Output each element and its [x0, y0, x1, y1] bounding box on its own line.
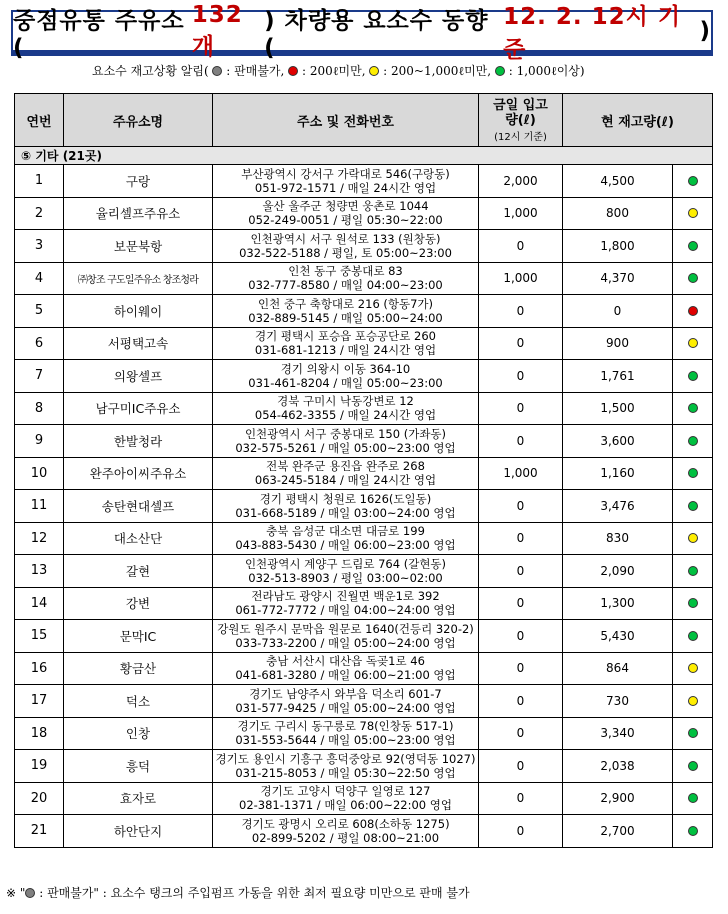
station-name: 율리셀프주유소 [64, 197, 213, 230]
table-row [15, 295, 713, 328]
row-number: 17 [15, 685, 64, 718]
legend-green-label: : 1,000ℓ이상) [508, 64, 585, 78]
address-line: 인천광역시 서구 원석로 133 (원창동) [250, 231, 441, 246]
status-cell [673, 685, 713, 718]
stock-amount: 1,300 [563, 587, 673, 620]
status-yellow-dot-icon [688, 533, 698, 543]
incoming-amount: 1,000 [479, 262, 563, 295]
station-name: 송탄현대셀프 [64, 490, 213, 523]
phone-hours-line: 054-462-3355 / 매일 24시간 영업 [254, 408, 437, 423]
table-row [15, 197, 713, 230]
station-name: 대소산단 [64, 522, 213, 555]
row-number: 3 [15, 230, 64, 263]
header-no: 연번 [15, 94, 64, 147]
station-name: 강변 [64, 587, 213, 620]
table-row [15, 360, 713, 393]
status-green-dot-icon [688, 598, 698, 608]
station-name: 갈현 [64, 555, 213, 588]
status-cell [673, 457, 713, 490]
stock-amount: 2,090 [563, 555, 673, 588]
table-row [15, 782, 713, 815]
row-number: 7 [15, 360, 64, 393]
title-close: ) [699, 18, 711, 44]
status-green-dot-icon [688, 371, 698, 381]
station-name: 문막IC [64, 620, 213, 653]
row-number: 9 [15, 425, 64, 458]
station-name: ㈜창조 구도일주유소 창조청라 [64, 262, 213, 295]
table-row [15, 750, 713, 783]
gray-dot-icon [212, 66, 222, 76]
phone-hours-line: 032-513-8903 / 평일 03:00~02:00 [248, 570, 443, 585]
phone-hours-line: 02-899-5202 / 평일 08:00~21:00 [251, 830, 440, 845]
address-line: 경기도 남양주시 와부읍 덕소리 601-7 [249, 686, 442, 701]
status-green-dot-icon [688, 566, 698, 576]
station-address [213, 815, 479, 848]
station-name: 덕소 [64, 685, 213, 718]
stock-amount: 4,370 [563, 262, 673, 295]
incoming-amount: 0 [479, 522, 563, 555]
status-cell [673, 165, 713, 198]
address-line: 강원도 원주시 문막읍 원문로 1640(건등리 320-2) [217, 621, 474, 636]
status-cell [673, 425, 713, 458]
station-address [213, 165, 479, 198]
station-address [213, 555, 479, 588]
stock-amount: 864 [563, 652, 673, 685]
status-red-dot-icon [688, 306, 698, 316]
station-name: 한발청라 [64, 425, 213, 458]
table-row [15, 652, 713, 685]
stock-amount: 2,038 [563, 750, 673, 783]
stock-amount: 1,800 [563, 230, 673, 263]
station-address [213, 425, 479, 458]
row-number: 11 [15, 490, 64, 523]
section-label: ⑤ 기타 (21곳) [15, 147, 713, 165]
incoming-amount: 0 [479, 782, 563, 815]
incoming-amount: 0 [479, 392, 563, 425]
table-row [15, 327, 713, 360]
table-row [15, 490, 713, 523]
station-address [213, 522, 479, 555]
phone-hours-line: 032-575-5261 / 매일 05:00~23:00 영업 [235, 440, 456, 455]
incoming-amount: 0 [479, 587, 563, 620]
stock-legend [92, 62, 720, 80]
status-green-dot-icon [688, 793, 698, 803]
incoming-amount: 0 [479, 652, 563, 685]
footnote-text: : 판매불가" : 요소수 탱크의 주입펌프 가동을 위한 최저 필요량 미만으로 판매 불가 [35, 886, 470, 900]
address-line: 충남 서산시 대산읍 독곶1로 46 [266, 654, 425, 669]
red-dot-icon [288, 66, 298, 76]
incoming-amount: 0 [479, 490, 563, 523]
table-row [15, 522, 713, 555]
address-line: 경기도 구리시 동구릉로 78(인창동 517-1) [237, 719, 454, 734]
phone-hours-line: 031-553-5644 / 매일 05:00~23:00 영업 [235, 733, 456, 748]
stock-amount: 1,761 [563, 360, 673, 393]
stock-amount: 2,900 [563, 782, 673, 815]
status-cell [673, 197, 713, 230]
row-number: 15 [15, 620, 64, 653]
legend-prefix: 요소수 재고상황 알림( [92, 64, 209, 78]
station-address [213, 620, 479, 653]
stock-amount: 3,476 [563, 490, 673, 523]
address-line: 경기 평택시 포승읍 포승공단로 260 [255, 329, 436, 344]
legend-gray-label: : 판매불가, [226, 64, 285, 78]
incoming-amount: 0 [479, 685, 563, 718]
status-cell [673, 262, 713, 295]
incoming-amount: 0 [479, 327, 563, 360]
title-date: 12. 2. 12시 기준 [503, 4, 682, 63]
phone-hours-line: 033-733-2200 / 매일 05:00~24:00 영업 [235, 635, 456, 650]
stock-amount: 0 [563, 295, 673, 328]
row-number: 10 [15, 457, 64, 490]
status-cell [673, 522, 713, 555]
incoming-amount: 0 [479, 360, 563, 393]
header-incoming-sub: (12시 기준) [494, 131, 547, 143]
incoming-amount: 0 [479, 425, 563, 458]
status-green-dot-icon [688, 468, 698, 478]
phone-hours-line: 043-883-5430 / 매일 06:00~23:00 영업 [235, 538, 456, 553]
status-cell [673, 717, 713, 750]
phone-hours-line: 031-461-8204 / 매일 05:00~23:00 [248, 375, 443, 390]
title-station-count: 132개 [191, 1, 243, 60]
status-cell [673, 555, 713, 588]
station-address [213, 327, 479, 360]
address-line: 인천 동구 중봉대로 83 [288, 264, 403, 279]
row-number: 8 [15, 392, 64, 425]
status-cell [673, 782, 713, 815]
status-cell [673, 327, 713, 360]
station-address [213, 197, 479, 230]
phone-hours-line: 032-522-5188 / 평일, 토 05:00~23:00 [239, 245, 452, 260]
status-green-dot-icon [688, 826, 698, 836]
phone-hours-line: 02-381-1371 / 매일 06:00~22:00 영업 [239, 798, 452, 813]
status-cell [673, 750, 713, 783]
row-number: 6 [15, 327, 64, 360]
status-green-dot-icon [688, 241, 698, 251]
stock-amount: 3,600 [563, 425, 673, 458]
row-number: 5 [15, 295, 64, 328]
incoming-amount: 0 [479, 295, 563, 328]
status-green-dot-icon [688, 631, 698, 641]
page-title [11, 1, 713, 63]
station-name: 보문북항 [64, 230, 213, 263]
address-line: 경기 의왕시 이동 364-10 [280, 361, 411, 376]
station-name: 서평택고속 [64, 327, 213, 360]
footnote-prefix: ※ " [6, 886, 26, 900]
station-address [213, 360, 479, 393]
incoming-amount: 0 [479, 555, 563, 588]
status-cell [673, 652, 713, 685]
table-row [15, 815, 713, 848]
status-cell [673, 620, 713, 653]
station-address [213, 490, 479, 523]
table-row [15, 230, 713, 263]
phone-hours-line: 052-249-0051 / 평일 05:30~22:00 [248, 213, 443, 228]
status-cell [673, 230, 713, 263]
stock-amount: 830 [563, 522, 673, 555]
table-header-row [15, 94, 713, 147]
station-address [213, 717, 479, 750]
status-cell [673, 392, 713, 425]
status-green-dot-icon [688, 273, 698, 283]
header-address: 주소 및 전화번호 [213, 94, 479, 147]
status-yellow-dot-icon [688, 208, 698, 218]
legend-yellow-label: : 200~1,000ℓ미만, [383, 64, 492, 78]
station-name: 인창 [64, 717, 213, 750]
address-line: 인천 중구 축항대로 216 (항동7가) [257, 296, 434, 311]
table-row [15, 262, 713, 295]
station-name: 효자로 [64, 782, 213, 815]
table-row [15, 165, 713, 198]
stock-amount: 2,700 [563, 815, 673, 848]
stock-amount: 900 [563, 327, 673, 360]
incoming-amount: 0 [479, 230, 563, 263]
address-line: 경기 평택시 청원로 1626(도일동) [259, 491, 432, 506]
table-row [15, 620, 713, 653]
row-number: 1 [15, 165, 64, 198]
header-stock: 현 재고량(ℓ) [563, 94, 713, 147]
station-name: 하이웨이 [64, 295, 213, 328]
table-row [15, 717, 713, 750]
row-number: 12 [15, 522, 64, 555]
station-table [14, 93, 713, 848]
station-address [213, 262, 479, 295]
stock-amount: 3,340 [563, 717, 673, 750]
station-name: 완주아이씨주유소 [64, 457, 213, 490]
green-dot-icon [495, 66, 505, 76]
row-number: 2 [15, 197, 64, 230]
station-address [213, 782, 479, 815]
title-text: 중점유통 주유소( [13, 7, 185, 61]
station-address [213, 685, 479, 718]
status-green-dot-icon [688, 176, 698, 186]
status-cell [673, 587, 713, 620]
row-number: 14 [15, 587, 64, 620]
status-cell [673, 815, 713, 848]
station-name: 황금산 [64, 652, 213, 685]
status-yellow-dot-icon [688, 338, 698, 348]
incoming-amount: 1,000 [479, 457, 563, 490]
table-row [15, 685, 713, 718]
station-address [213, 295, 479, 328]
table-row [15, 587, 713, 620]
address-line: 인천광역시 계양구 드림로 764 (갈현동) [244, 556, 447, 571]
address-line: 인천광역시 서구 중봉대로 150 (가좌동) [244, 426, 447, 441]
station-name: 하안단지 [64, 815, 213, 848]
phone-hours-line: 032-777-8580 / 매일 04:00~23:00 [248, 278, 443, 293]
status-yellow-dot-icon [688, 696, 698, 706]
station-address [213, 587, 479, 620]
incoming-amount: 0 [479, 620, 563, 653]
table-row [15, 555, 713, 588]
header-incoming-label: 금일 입고량(ℓ) [493, 97, 548, 128]
station-name: 남구미IC주유소 [64, 392, 213, 425]
phone-hours-line: 061-772-7772 / 매일 04:00~24:00 영업 [235, 603, 456, 618]
address-line: 부산광역시 강서구 가락대로 546(구랑동) [241, 166, 450, 181]
stock-amount: 800 [563, 197, 673, 230]
incoming-amount: 0 [479, 815, 563, 848]
row-number: 16 [15, 652, 64, 685]
status-cell [673, 360, 713, 393]
station-address [213, 392, 479, 425]
stock-amount: 1,500 [563, 392, 673, 425]
address-line: 경기도 광명시 오리로 608(소하동 1275) [241, 816, 450, 831]
status-green-dot-icon [688, 403, 698, 413]
station-name: 구랑 [64, 165, 213, 198]
address-line: 울산 울주군 청량면 웅촌로 1044 [262, 199, 429, 214]
table-row [15, 457, 713, 490]
section-row [15, 147, 713, 165]
station-address [213, 750, 479, 783]
phone-hours-line: 051-972-1571 / 매일 24시간 영업 [254, 180, 437, 195]
incoming-amount: 0 [479, 717, 563, 750]
row-number: 19 [15, 750, 64, 783]
phone-hours-line: 031-215-8053 / 매일 05:30~22:50 영업 [235, 765, 456, 780]
status-yellow-dot-icon [688, 663, 698, 673]
phone-hours-line: 031-668-5189 / 매일 03:00~24:00 영업 [235, 505, 456, 520]
phone-hours-line: 041-681-3280 / 매일 06:00~21:00 영업 [235, 668, 456, 683]
footnote [6, 884, 722, 901]
table-row [15, 425, 713, 458]
table-row [15, 392, 713, 425]
status-green-dot-icon [688, 761, 698, 771]
station-address [213, 652, 479, 685]
status-cell [673, 490, 713, 523]
stock-amount: 4,500 [563, 165, 673, 198]
header-name: 주유소명 [64, 94, 213, 147]
phone-hours-line: 063-245-5184 / 매일 24시간 영업 [254, 473, 437, 488]
address-line: 경기도 고양시 덕양구 일영로 127 [260, 784, 431, 799]
incoming-amount: 2,000 [479, 165, 563, 198]
row-number: 21 [15, 815, 64, 848]
status-green-dot-icon [688, 728, 698, 738]
stock-amount: 5,430 [563, 620, 673, 653]
phone-hours-line: 031-577-9425 / 매일 05:00~24:00 영업 [235, 700, 456, 715]
row-number: 4 [15, 262, 64, 295]
phone-hours-line: 031-681-1213 / 매일 24시간 영업 [254, 343, 437, 358]
status-green-dot-icon [688, 501, 698, 511]
address-line: 충북 음성군 대소면 대금로 199 [266, 524, 425, 539]
incoming-amount: 1,000 [479, 197, 563, 230]
yellow-dot-icon [369, 66, 379, 76]
legend-red-label: : 200ℓ미만, [302, 64, 366, 78]
status-green-dot-icon [688, 436, 698, 446]
incoming-amount: 0 [479, 750, 563, 783]
status-cell [673, 295, 713, 328]
row-number: 20 [15, 782, 64, 815]
title-text-2: ) 차량용 요소수 동향 ( [264, 7, 489, 61]
station-name: 흥덕 [64, 750, 213, 783]
address-line: 경기도 용인시 기흥구 흥덕중앙로 92(영덕동 1027) [215, 751, 476, 766]
station-address [213, 230, 479, 263]
header-incoming [479, 94, 563, 147]
stock-amount: 730 [563, 685, 673, 718]
address-line: 경북 구미시 낙동강변로 12 [277, 394, 414, 409]
station-address [213, 457, 479, 490]
phone-hours-line: 032-889-5145 / 매일 05:00~24:00 [248, 310, 443, 325]
address-line: 전라남도 광양시 진월면 백운1로 392 [251, 589, 440, 604]
stock-amount: 1,160 [563, 457, 673, 490]
station-name: 의왕셀프 [64, 360, 213, 393]
address-line: 전북 완주군 용진읍 완주로 268 [266, 459, 425, 474]
gray-dot-icon [25, 888, 35, 898]
row-number: 13 [15, 555, 64, 588]
row-number: 18 [15, 717, 64, 750]
